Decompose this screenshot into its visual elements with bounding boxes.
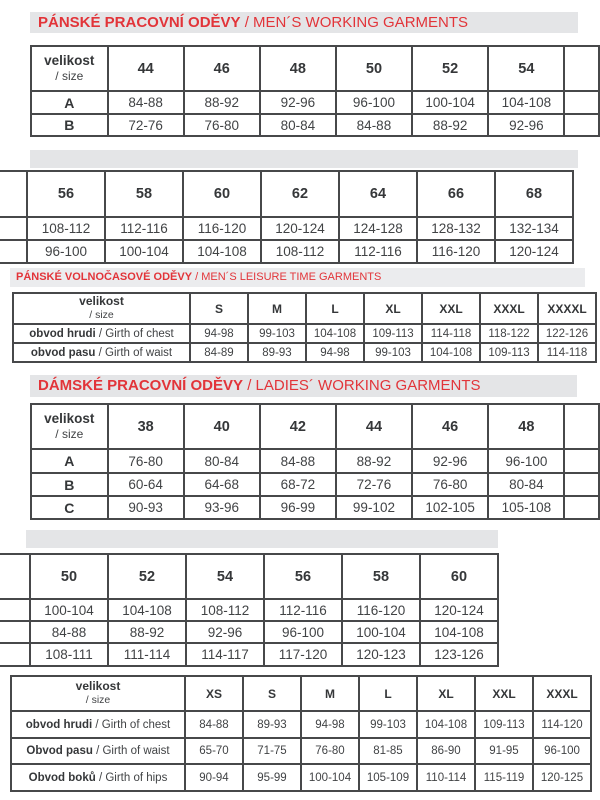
separator-band: [30, 150, 578, 168]
value-cell: 105-108: [488, 496, 564, 519]
row-label-cell: A: [31, 91, 108, 114]
value-cell: 86-90: [417, 738, 475, 764]
table-row: [0, 599, 498, 621]
value-cell: 109-113: [364, 324, 422, 343]
value-cell: 108-112: [27, 217, 105, 240]
table-header-row: [11, 676, 591, 711]
cut-column-cell: [0, 643, 30, 666]
value-cell: 64-68: [184, 473, 260, 496]
value-cell: 123-126: [420, 643, 498, 666]
value-cell: 104-108: [108, 599, 186, 621]
table-header-row: [31, 46, 599, 91]
table-row: [31, 114, 599, 136]
column-header-cell: XXXL: [480, 293, 538, 324]
value-cell: 116-120: [183, 217, 261, 240]
column-header-cell: 50: [30, 554, 108, 599]
value-cell: 91-95: [475, 738, 533, 764]
column-header-cell: 58: [105, 171, 183, 217]
column-header-cell: L: [306, 293, 364, 324]
ladies-working-sizes-table-1: [30, 403, 600, 520]
value-cell: 112-116: [105, 217, 183, 240]
cut-column-cell: [0, 217, 27, 240]
section-title-czech: DÁMSKÉ PRACOVNÍ ODĚVY: [38, 377, 244, 394]
value-cell: 117-120: [264, 643, 342, 666]
mens-leisure-sizes-table: [12, 292, 597, 363]
column-header-cell: S: [243, 676, 301, 711]
column-header-cell: 38: [108, 404, 184, 449]
table-row: [31, 496, 599, 519]
column-header-cell: XXXL: [533, 676, 591, 711]
column-header-cell: 54: [186, 554, 264, 599]
table-row: [0, 240, 573, 263]
row-label-cell: B: [31, 473, 108, 496]
value-cell: 116-120: [417, 240, 495, 263]
value-cell: 95-99: [243, 764, 301, 791]
column-header-cell: M: [248, 293, 306, 324]
value-cell: 111-114: [108, 643, 186, 666]
size-table: [0, 553, 499, 667]
value-cell: 112-116: [264, 599, 342, 621]
value-cell: 80-84: [184, 449, 260, 473]
value-cell: 84-88: [108, 91, 184, 114]
size-table: [12, 292, 597, 363]
value-cell: 76-80: [301, 738, 359, 764]
value-cell: 104-108: [183, 240, 261, 263]
section-title-english: / MEN´S LEISURE TIME GARMENTS: [192, 271, 382, 283]
value-cell: 132-134: [495, 217, 573, 240]
value-cell: 99-103: [248, 324, 306, 343]
size-table: [10, 675, 592, 792]
value-cell: 99-103: [359, 711, 417, 738]
cut-column-cell: [0, 621, 30, 643]
value-cell: 102-105: [412, 496, 488, 519]
cut-column-cell: [0, 599, 30, 621]
column-header-cell: 56: [27, 171, 105, 217]
section-header-mens-leisure: [10, 268, 585, 287]
value-cell: 99-102: [336, 496, 412, 519]
table-row: [13, 324, 596, 343]
column-header-cell: 40: [184, 404, 260, 449]
value-cell: 109-113: [480, 343, 538, 362]
value-cell: 84-88: [260, 449, 336, 473]
table-row: [11, 764, 591, 791]
value-cell: 105-109: [359, 764, 417, 791]
cut-column-cell: [564, 473, 599, 496]
cut-column-cell: [0, 240, 27, 263]
mens-working-sizes-table-2: [0, 170, 574, 264]
value-cell: 109-113: [475, 711, 533, 738]
value-cell: 104-108: [422, 343, 480, 362]
column-header-cell: XL: [417, 676, 475, 711]
value-cell: 84-88: [336, 114, 412, 136]
size-table: [0, 170, 574, 264]
column-header-cell: 48: [488, 404, 564, 449]
table-header-row: [0, 554, 498, 599]
value-cell: 104-108: [306, 324, 364, 343]
value-cell: 90-94: [185, 764, 243, 791]
column-header-cell: XL: [364, 293, 422, 324]
value-cell: 81-85: [359, 738, 417, 764]
value-cell: 128-132: [417, 217, 495, 240]
table-row: [13, 343, 596, 362]
cut-column-cell: [564, 46, 599, 91]
value-cell: 94-98: [301, 711, 359, 738]
value-cell: 108-111: [30, 643, 108, 666]
row-label-cell: Obvod pasu / Girth of waist: [11, 738, 185, 764]
column-header-cell: XXXXL: [538, 293, 596, 324]
value-cell: 120-124: [261, 217, 339, 240]
table-row: [11, 711, 591, 738]
table-row: [31, 473, 599, 496]
value-cell: 114-118: [538, 343, 596, 362]
size-label-header-cell: velikost / size: [13, 293, 190, 324]
value-cell: 96-100: [336, 91, 412, 114]
value-cell: 84-88: [30, 621, 108, 643]
value-cell: 84-88: [185, 711, 243, 738]
table-row: [0, 643, 498, 666]
value-cell: 122-126: [538, 324, 596, 343]
value-cell: 120-124: [495, 240, 573, 263]
cut-column-cell: [0, 171, 27, 217]
value-cell: 118-122: [480, 324, 538, 343]
table-row: [0, 217, 573, 240]
section-title-english: / MEN´S WORKING GARMENTS: [240, 14, 469, 31]
value-cell: 72-76: [108, 114, 184, 136]
column-header-cell: 42: [260, 404, 336, 449]
value-cell: 100-104: [30, 599, 108, 621]
column-header-cell: 62: [261, 171, 339, 217]
value-cell: 114-118: [422, 324, 480, 343]
value-cell: 100-104: [301, 764, 359, 791]
measurements-sizes-table: [10, 675, 592, 792]
value-cell: 89-93: [243, 711, 301, 738]
cut-column-cell: [564, 114, 599, 136]
row-label-cell: obvod hrudi / Girth of chest: [13, 324, 190, 343]
column-header-cell: XXL: [475, 676, 533, 711]
value-cell: 115-119: [475, 764, 533, 791]
value-cell: 124-128: [339, 217, 417, 240]
column-header-cell: 54: [488, 46, 564, 91]
row-label-cell: obvod pasu / Girth of waist: [13, 343, 190, 362]
table-row: [0, 621, 498, 643]
column-header-cell: 60: [183, 171, 261, 217]
row-label-cell: B: [31, 114, 108, 136]
mens-working-sizes-table-1: [30, 45, 600, 137]
value-cell: 76-80: [108, 449, 184, 473]
column-header-cell: 68: [495, 171, 573, 217]
value-cell: 94-98: [306, 343, 364, 362]
row-label-cell: A: [31, 449, 108, 473]
value-cell: 99-103: [364, 343, 422, 362]
value-cell: 88-92: [336, 449, 412, 473]
value-cell: 108-112: [186, 599, 264, 621]
row-label-cell: C: [31, 496, 108, 519]
separator-band: [26, 530, 498, 548]
cut-column-cell: [0, 554, 30, 599]
table-header-row: [31, 404, 599, 449]
value-cell: 92-96: [488, 114, 564, 136]
section-header-ladies-working: [30, 375, 577, 397]
column-header-cell: S: [190, 293, 248, 324]
value-cell: 96-100: [264, 621, 342, 643]
column-header-cell: 56: [264, 554, 342, 599]
value-cell: 116-120: [342, 599, 420, 621]
value-cell: 89-93: [248, 343, 306, 362]
value-cell: 114-120: [533, 711, 591, 738]
section-header-mens-working: [30, 12, 578, 33]
value-cell: 92-96: [260, 91, 336, 114]
cut-column-cell: [564, 404, 599, 449]
table-header-row: [0, 171, 573, 217]
value-cell: 112-116: [339, 240, 417, 263]
column-header-cell: 52: [412, 46, 488, 91]
column-header-cell: 46: [184, 46, 260, 91]
value-cell: 60-64: [108, 473, 184, 496]
value-cell: 93-96: [184, 496, 260, 519]
size-label-header-cell: velikost / size: [11, 676, 185, 711]
value-cell: 72-76: [336, 473, 412, 496]
value-cell: 90-93: [108, 496, 184, 519]
column-header-cell: XS: [185, 676, 243, 711]
value-cell: 88-92: [412, 114, 488, 136]
value-cell: 100-104: [412, 91, 488, 114]
value-cell: 76-80: [412, 473, 488, 496]
value-cell: 96-100: [488, 449, 564, 473]
value-cell: 96-100: [533, 738, 591, 764]
value-cell: 96-99: [260, 496, 336, 519]
cut-column-cell: [564, 496, 599, 519]
value-cell: 68-72: [260, 473, 336, 496]
column-header-cell: 46: [412, 404, 488, 449]
row-label-cell: obvod hrudi / Girth of chest: [11, 711, 185, 738]
value-cell: 104-108: [420, 621, 498, 643]
column-header-cell: 66: [417, 171, 495, 217]
value-cell: 120-123: [342, 643, 420, 666]
table-header-row: [13, 293, 596, 324]
size-table: [30, 45, 600, 137]
cut-column-cell: [564, 449, 599, 473]
table-row: [31, 449, 599, 473]
value-cell: 80-84: [488, 473, 564, 496]
section-title-czech: PÁNSKÉ VOLNOČASOVÉ ODĚVY: [16, 271, 193, 283]
column-header-cell: XXL: [422, 293, 480, 324]
value-cell: 120-124: [420, 599, 498, 621]
value-cell: 96-100: [27, 240, 105, 263]
column-header-cell: 52: [108, 554, 186, 599]
column-header-cell: 64: [339, 171, 417, 217]
column-header-cell: 44: [336, 404, 412, 449]
value-cell: 120-125: [533, 764, 591, 791]
value-cell: 88-92: [108, 621, 186, 643]
column-header-cell: 50: [336, 46, 412, 91]
value-cell: 92-96: [186, 621, 264, 643]
size-table: [30, 403, 600, 520]
value-cell: 88-92: [184, 91, 260, 114]
value-cell: 84-89: [190, 343, 248, 362]
value-cell: 108-112: [261, 240, 339, 263]
value-cell: 92-96: [412, 449, 488, 473]
value-cell: 104-108: [417, 711, 475, 738]
value-cell: 100-104: [105, 240, 183, 263]
table-row: [11, 738, 591, 764]
value-cell: 65-70: [185, 738, 243, 764]
value-cell: 94-98: [190, 324, 248, 343]
ladies-working-sizes-table-2: [0, 553, 499, 667]
size-label-header-cell: velikost / size: [31, 46, 108, 91]
value-cell: 110-114: [417, 764, 475, 791]
section-title-czech: PÁNSKÉ PRACOVNÍ ODĚVY: [38, 14, 241, 31]
value-cell: 104-108: [488, 91, 564, 114]
value-cell: 80-84: [260, 114, 336, 136]
value-cell: 76-80: [184, 114, 260, 136]
row-label-cell: Obvod boků / Girth of hips: [11, 764, 185, 791]
column-header-cell: 60: [420, 554, 498, 599]
section-title-english: / LADIES´ WORKING GARMENTS: [243, 377, 481, 394]
table-row: [31, 91, 599, 114]
column-header-cell: 58: [342, 554, 420, 599]
value-cell: 100-104: [342, 621, 420, 643]
value-cell: 114-117: [186, 643, 264, 666]
cut-column-cell: [564, 91, 599, 114]
column-header-cell: M: [301, 676, 359, 711]
column-header-cell: 44: [108, 46, 184, 91]
column-header-cell: L: [359, 676, 417, 711]
column-header-cell: 48: [260, 46, 336, 91]
value-cell: 71-75: [243, 738, 301, 764]
size-label-header-cell: velikost / size: [31, 404, 108, 449]
